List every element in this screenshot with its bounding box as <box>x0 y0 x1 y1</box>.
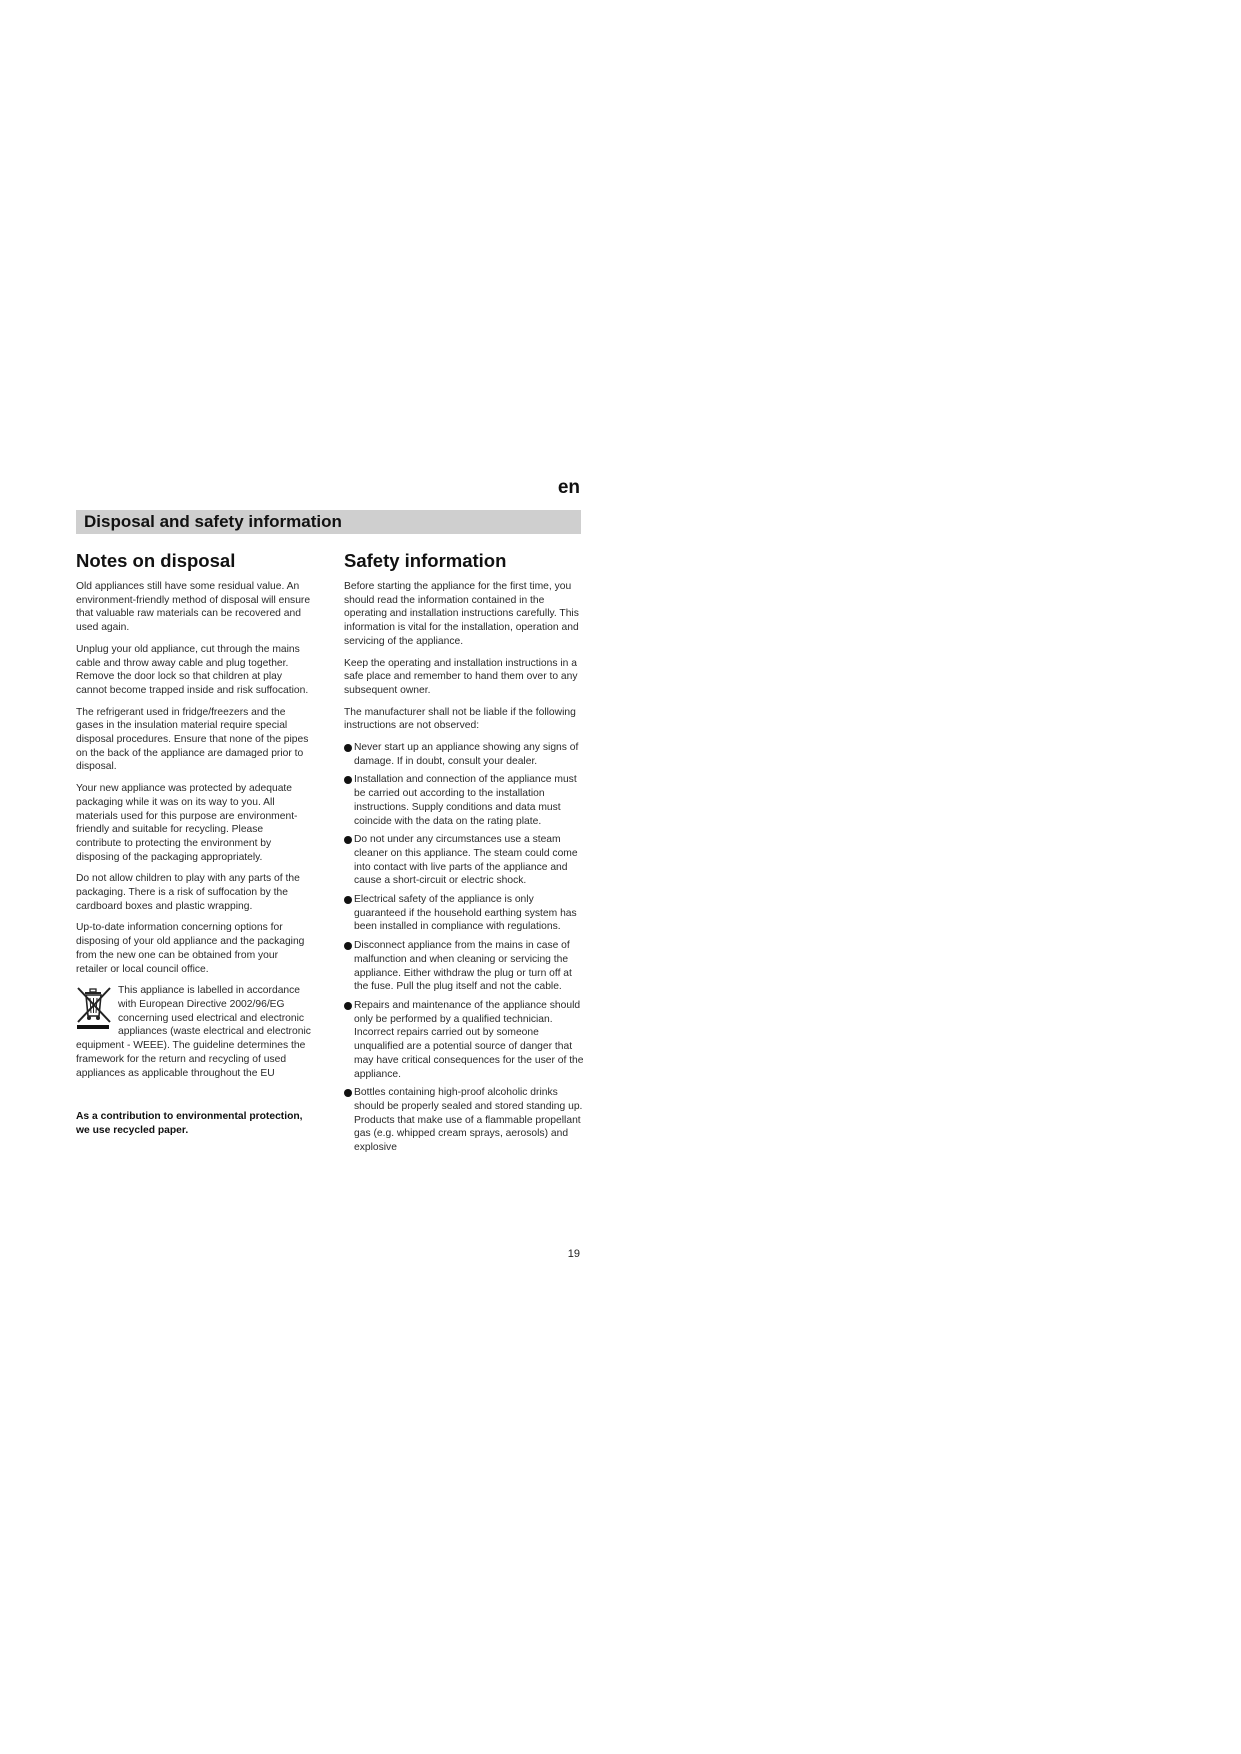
safety-item <box>344 833 584 888</box>
disposal-paragraph: Remove the door lock so that children at play cannot become trapped inside and risk suffocation. <box>76 671 309 696</box>
bullet-icon <box>344 896 352 904</box>
disposal-paragraph: Up-to-date information concerning options for disposing of your old appliance and the packaging from the new one can be obtained from your retailer or local council office. <box>76 922 305 975</box>
section-banner <box>76 510 581 534</box>
bullet-icon <box>344 1089 352 1097</box>
safety-item-text: Bottles containing high-proof alcoholic drinks should be properly sealed and stored standing up. <box>354 1087 583 1112</box>
safety-item <box>344 999 584 1081</box>
safety-item-text: Do not under any circumstances use a steam cleaner on this appliance. The steam could come into contact with live parts of the appliance and cause a short-circuit or electric shock. <box>354 834 578 887</box>
bullet-icon <box>344 942 352 950</box>
safety-item-text: Repairs and maintenance of the appliance should only be performed by a qualified technician. Incorrect repairs carried out by someone unqualified are a potential source of danger that may have critical consequences for the user of the appliance. <box>354 999 584 1080</box>
safety-item-continuation: Products that make use of a flammable propellant gas (e.g. whipped cream sprays, aerosols) and explosive <box>354 1114 581 1154</box>
safety-column <box>344 549 584 1160</box>
disposal-heading: Notes on disposal <box>76 550 236 571</box>
safety-item <box>344 939 584 994</box>
weee-notice <box>76 984 311 1080</box>
page-number: 19 <box>567 1248 580 1260</box>
safety-item-text: Electrical safety of the appliance is only guaranteed if the household earthing system has been installed in compliance with regulations. <box>354 894 577 933</box>
safety-item <box>344 773 584 828</box>
safety-item <box>344 1086 584 1155</box>
safety-heading: Safety information <box>344 550 507 571</box>
disposal-paragraph: Old appliances still have some residual value. An environment-friendly method of disposal will ensure that valuable raw materials can be recovered and used again. <box>76 581 311 634</box>
weee-text: This appliance is labelled in accordance with European Directive 2002/96/EG concerning used electrical and electronic appliances (waste electrical and electronic equipment - WEEE). The guideline determines the framework for the return and recycling of used appliances as applicable throughout the EU <box>76 985 311 1079</box>
bullet-icon <box>344 776 352 784</box>
disposal-paragraph: The refrigerant used in fridge/freezers and the gases in the insulation material require special disposal procedures. Ensure that none of the pipes on the back of the appliance are damaged prior to disposal. <box>76 706 309 773</box>
safety-item <box>344 893 584 934</box>
safety-paragraph: Before starting the appliance for the first time, you should read the information contained in the operating and installation instructions carefully. This information is vital for the installation, operation and servicing of the appliance. <box>344 581 579 647</box>
disposal-column <box>76 549 311 1146</box>
safety-item-text: Disconnect appliance from the mains in case of malfunction and when cleaning or servicing the appliance. Either withdraw the plug or turn off at the fuse. Pull the plug itself and not the cable. <box>354 940 572 993</box>
safety-item <box>344 741 584 768</box>
bullet-icon <box>344 836 352 844</box>
language-code: en <box>557 477 580 498</box>
disposal-paragraph: Unplug your old appliance, cut through the mains cable and throw away cable and plug together. <box>76 643 300 669</box>
banner-title: Disposal and safety information <box>84 512 342 531</box>
crossed-out-wheelie-bin-icon <box>76 986 112 1030</box>
bullet-icon <box>344 1002 352 1010</box>
safety-item-text: Installation and connection of the appliance must be carried out according to the installation instructions. Supply conditions and data must coincide with the data on the rating plate. <box>354 774 577 827</box>
disposal-paragraph: Your new appliance was protected by adequate packaging while it was on its way to you. All materials used for this purpose are environment-friendly and suitable for recycling. Please contribute to protecting the environment by disposing of the packaging appropriately. <box>76 783 298 863</box>
safety-list <box>344 741 584 1155</box>
safety-item-text: Never start up an appliance showing any signs of damage. If in doubt, consult your dealer. <box>354 742 579 767</box>
bullet-icon <box>344 744 352 752</box>
safety-paragraph: Keep the operating and installation instructions in a safe place and remember to hand them over to any subsequent owner. <box>344 657 578 696</box>
recycled-paper-note: As a contribution to environmental protection, we use recycled paper. <box>76 1111 303 1136</box>
safety-paragraph: The manufacturer shall not be liable if the following instructions are not observed: <box>344 706 576 732</box>
disposal-paragraph: Do not allow children to play with any parts of the packaging. There is a risk of suffocation by the cardboard boxes and plastic wrapping. <box>76 873 300 912</box>
